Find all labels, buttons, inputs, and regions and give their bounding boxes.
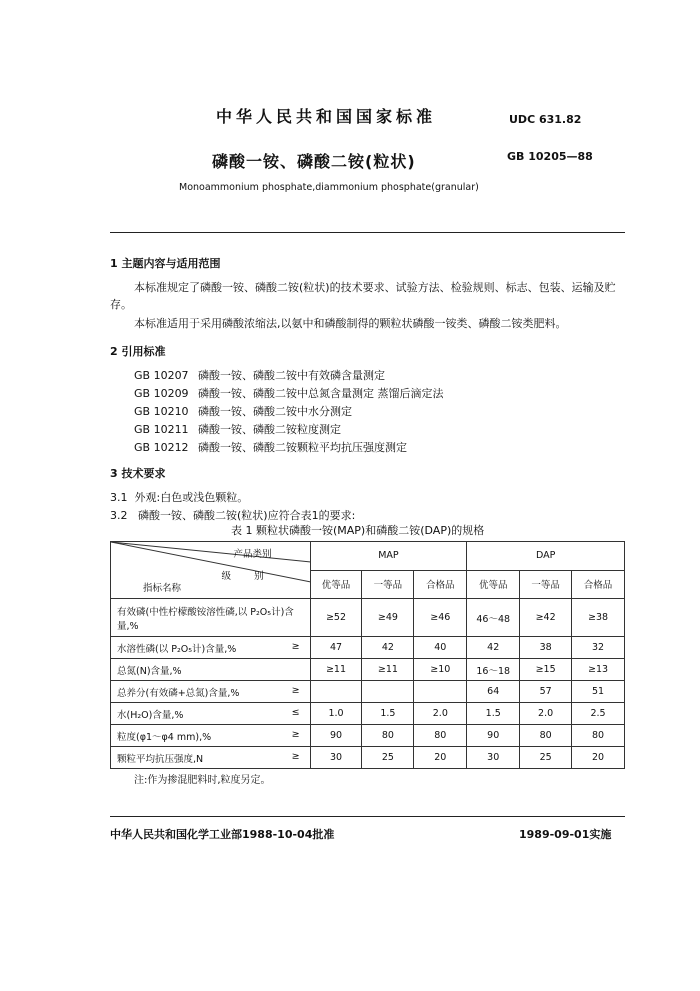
item-3-2-text: 磷酸一铵、磷酸二铵(粒状)应符合表1的要求: [138, 509, 356, 522]
reference-item [134, 403, 352, 419]
value-cell: 32 [572, 637, 625, 659]
value-cell: 57 [520, 681, 572, 703]
value-cell: 42 [362, 637, 414, 659]
header-rule [110, 232, 625, 233]
reference-title: 磷酸一铵、磷酸二铵中有效磷含量测定 [198, 369, 385, 382]
value-cell: 90 [310, 725, 362, 747]
indicator-name: 总氮(N)含量,% [117, 665, 182, 677]
national-standard-title: 中华人民共和国国家标准 [216, 107, 437, 126]
indicator-name-cell [111, 747, 311, 769]
value-cell: 25 [362, 747, 414, 769]
value-cell: 46～48 [467, 599, 520, 637]
indicator-name: 总养分(有效磷+总氮)含量,% [117, 687, 240, 699]
diagonal-lines [111, 542, 311, 598]
reference-title: 磷酸一铵、磷酸二铵颗粒平均抗压强度测定 [198, 441, 407, 454]
indicator-name: 颗粒平均抗压强度,N [117, 753, 204, 765]
table-row [111, 681, 625, 703]
reference-code: GB 10211 [134, 423, 189, 436]
value-cell: 1.5 [362, 703, 414, 725]
indicator-name: 有效磷(中性柠檬酸铵溶性磷,以 P₂O₅计)含 [117, 606, 294, 618]
grade-header: 合格品 [572, 570, 625, 599]
table-row [111, 725, 625, 747]
reference-title: 磷酸一铵、磷酸二铵粒度测定 [198, 423, 341, 436]
reference-code: GB 10209 [134, 387, 189, 400]
section2-heading: 2 引用标准 [110, 345, 166, 358]
table-caption: 表 1 颗粒状磷酸一铵(MAP)和磷酸二铵(DAP)的规格 [231, 524, 485, 537]
table-row [111, 659, 625, 681]
spec-table [110, 541, 625, 769]
value-cell: 40 [414, 637, 467, 659]
indicator-name-cell [111, 703, 311, 725]
value-cell: 38 [520, 637, 572, 659]
value-cell [362, 681, 414, 703]
reference-title: 磷酸一铵、磷酸二铵中水分测定 [198, 405, 352, 418]
value-cell [414, 681, 467, 703]
group-map: MAP [310, 542, 467, 571]
section1-para1-line1: 本标准规定了磷酸一铵、磷酸二铵(粒状)的技术要求、试验方法、检验规则、标志、包装、运输及贮 [134, 281, 616, 294]
value-cell: 80 [520, 725, 572, 747]
table-row [111, 703, 625, 725]
reference-item [134, 385, 444, 401]
table-header-diagonal-cell [111, 542, 311, 599]
grade-header: 优等品 [310, 570, 362, 599]
value-cell: ≥49 [362, 599, 414, 637]
value-cell: 1.5 [467, 703, 520, 725]
value-cell: 42 [467, 637, 520, 659]
value-cell: ≥46 [414, 599, 467, 637]
value-cell: 80 [414, 725, 467, 747]
value-cell: ≥42 [520, 599, 572, 637]
value-cell: ≥15 [520, 659, 572, 681]
gb-code: GB 10205—88 [507, 150, 593, 163]
approval-line: 中华人民共和国化学工业部1988-10-04批准 [110, 828, 335, 841]
item-3-2 [110, 507, 355, 523]
header-product-category: 产品类别 [233, 549, 272, 560]
value-cell: 20 [572, 747, 625, 769]
comparison-symbol: ≥ [291, 641, 300, 652]
indicator-name: 水(H₂O)含量,% [117, 709, 184, 721]
value-cell: 64 [467, 681, 520, 703]
value-cell: 47 [310, 637, 362, 659]
reference-code: GB 10212 [134, 441, 189, 454]
value-cell: 80 [362, 725, 414, 747]
section1-para1-line2: 存。 [110, 298, 132, 311]
value-cell: ≥11 [362, 659, 414, 681]
value-cell: ≥38 [572, 599, 625, 637]
value-cell: ≥52 [310, 599, 362, 637]
item-3-1-number: 3.1 [110, 491, 128, 504]
value-cell: 20 [414, 747, 467, 769]
reference-code: GB 10210 [134, 405, 189, 418]
grade-header: 一等品 [520, 570, 572, 599]
indicator-name-cell [111, 637, 311, 659]
reference-title: 磷酸一铵、磷酸二铵中总氮含量测定 蒸馏后滴定法 [198, 387, 444, 400]
reference-item [134, 367, 385, 383]
value-cell: 2.0 [520, 703, 572, 725]
indicator-name-cell [111, 681, 311, 703]
comparison-symbol: ≥ [291, 729, 300, 740]
indicator-name: 水溶性磷(以 P₂O₅计)含量,% [117, 643, 237, 655]
footer-rule [110, 816, 625, 817]
indicator-name: 粒度(φ1～φ4 mm),% [117, 731, 212, 743]
grade-header: 一等品 [362, 570, 414, 599]
reference-item [134, 439, 407, 455]
value-cell [310, 681, 362, 703]
reference-item [134, 421, 341, 437]
comparison-symbol: ≥ [291, 751, 300, 762]
indicator-name-cell [111, 659, 311, 681]
section1-para2: 本标准适用于采用磷酸浓缩法,以氨中和磷酸制得的颗粒状磷酸一铵类、磷酸二铵类肥料。 [134, 317, 567, 330]
indicator-name-cont: 量,% [117, 620, 139, 632]
grade-header: 合格品 [414, 570, 467, 599]
table-note: 注:作为掺混肥料时,粒度另定。 [134, 775, 271, 786]
value-cell: 30 [467, 747, 520, 769]
english-title: Monoammonium phosphate,diammonium phosphate(granular) [179, 182, 479, 193]
comparison-symbol: ≥ [291, 685, 300, 696]
table-row [111, 599, 625, 637]
section1-heading: 1 主题内容与适用范围 [110, 257, 221, 270]
value-cell: 25 [520, 747, 572, 769]
value-cell: 51 [572, 681, 625, 703]
indicator-name-cell [111, 725, 311, 747]
indicator-name-cell [111, 599, 311, 637]
item-3-2-number: 3.2 [110, 509, 128, 522]
section3-heading: 3 技术要求 [110, 467, 166, 480]
group-dap: DAP [467, 542, 625, 571]
item-3-1 [110, 489, 248, 505]
value-cell: 2.0 [414, 703, 467, 725]
document-title: 磷酸一铵、磷酸二铵(粒状) [212, 152, 416, 171]
table-row [111, 747, 625, 769]
value-cell: 2.5 [572, 703, 625, 725]
value-cell: ≥10 [414, 659, 467, 681]
value-cell: 1.0 [310, 703, 362, 725]
value-cell: 30 [310, 747, 362, 769]
implementation-date: 1989-09-01实施 [519, 828, 612, 841]
value-cell: 90 [467, 725, 520, 747]
udc-code: UDC 631.82 [509, 113, 582, 126]
value-cell: ≥13 [572, 659, 625, 681]
reference-code: GB 10207 [134, 369, 189, 382]
value-cell: 80 [572, 725, 625, 747]
table-row [111, 637, 625, 659]
header-grade: 级 别 [221, 571, 274, 582]
grade-header: 优等品 [467, 570, 520, 599]
comparison-symbol: ≤ [291, 707, 300, 718]
value-cell: 16～18 [467, 659, 520, 681]
value-cell: ≥11 [310, 659, 362, 681]
item-3-1-text: 外观:白色或浅色颗粒。 [134, 491, 249, 504]
header-indicator-name: 指标名称 [143, 583, 182, 594]
